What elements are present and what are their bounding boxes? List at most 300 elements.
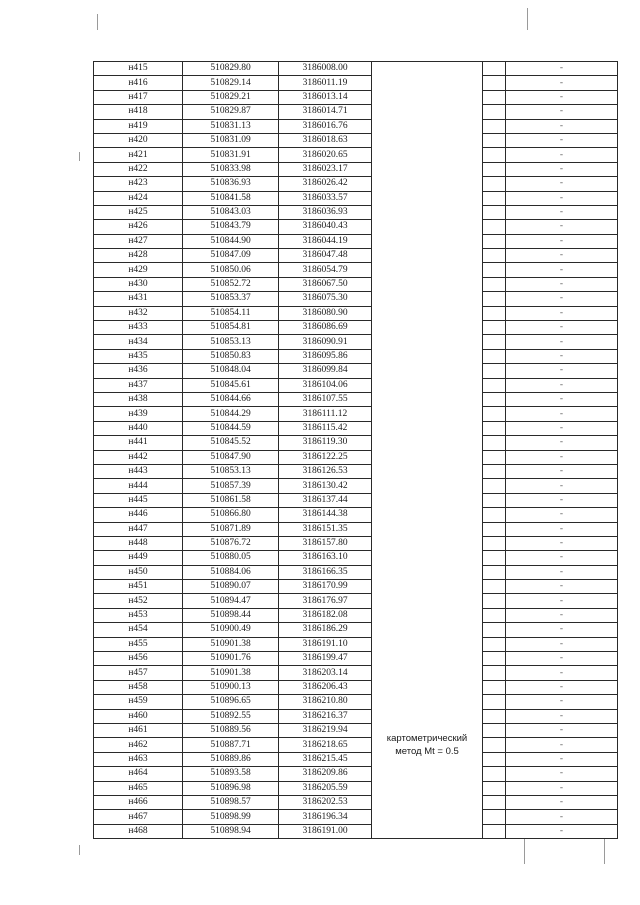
x-coordinate-cell: 510831.91 [183, 148, 279, 162]
note-cell: - [506, 508, 618, 522]
empty-cell [483, 637, 506, 651]
x-coordinate-cell: 510841.58 [183, 191, 279, 205]
table-row [94, 608, 618, 622]
empty-cell [483, 321, 506, 335]
note-cell: - [506, 810, 618, 824]
x-coordinate-cell: 510866.80 [183, 508, 279, 522]
table-row [94, 436, 618, 450]
note-cell: - [506, 162, 618, 176]
y-coordinate-cell: 3186166.35 [279, 565, 372, 579]
point-id-cell: н455 [94, 637, 183, 651]
point-id-cell: н426 [94, 220, 183, 234]
empty-cell [483, 580, 506, 594]
y-coordinate-cell: 3186182.08 [279, 608, 372, 622]
point-id-cell: н453 [94, 608, 183, 622]
empty-cell [483, 479, 506, 493]
table-row [94, 723, 618, 737]
note-cell: - [506, 292, 618, 306]
table-row [94, 205, 618, 219]
x-coordinate-cell: 510829.87 [183, 105, 279, 119]
empty-cell [483, 378, 506, 392]
table-row [94, 795, 618, 809]
y-coordinate-cell: 3186191.00 [279, 824, 372, 838]
x-coordinate-cell: 510843.79 [183, 220, 279, 234]
point-id-cell: н428 [94, 249, 183, 263]
note-cell: - [506, 738, 618, 752]
note-cell: - [506, 450, 618, 464]
empty-cell [483, 781, 506, 795]
table-row [94, 263, 618, 277]
table-row [94, 392, 618, 406]
y-coordinate-cell: 3186044.19 [279, 234, 372, 248]
note-cell: - [506, 76, 618, 90]
scan-mark [97, 14, 98, 30]
empty-cell [483, 738, 506, 752]
table-row [94, 565, 618, 579]
empty-cell [483, 508, 506, 522]
x-coordinate-cell: 510884.06 [183, 565, 279, 579]
note-cell: - [506, 321, 618, 335]
table-row [94, 306, 618, 320]
table-row [94, 321, 618, 335]
scan-mark [604, 838, 605, 864]
table-row [94, 421, 618, 435]
y-coordinate-cell: 3186196.34 [279, 810, 372, 824]
point-id-cell: н415 [94, 62, 183, 76]
table-row [94, 349, 618, 363]
y-coordinate-cell: 3186107.55 [279, 392, 372, 406]
note-cell: - [506, 795, 618, 809]
note-cell: - [506, 608, 618, 622]
table-row [94, 536, 618, 550]
x-coordinate-cell: 510896.65 [183, 695, 279, 709]
table-row [94, 119, 618, 133]
x-coordinate-cell: 510829.80 [183, 62, 279, 76]
point-id-cell: н439 [94, 407, 183, 421]
table-row [94, 62, 618, 76]
point-id-cell: н447 [94, 522, 183, 536]
empty-cell [483, 392, 506, 406]
x-coordinate-cell: 510900.49 [183, 623, 279, 637]
y-coordinate-cell: 3186163.10 [279, 551, 372, 565]
note-cell: - [506, 594, 618, 608]
x-coordinate-cell: 510898.44 [183, 608, 279, 622]
note-cell: - [506, 536, 618, 550]
note-cell: - [506, 205, 618, 219]
x-coordinate-cell: 510871.89 [183, 522, 279, 536]
table-row [94, 623, 618, 637]
point-id-cell: н425 [94, 205, 183, 219]
point-id-cell: н444 [94, 479, 183, 493]
y-coordinate-cell: 3186157.80 [279, 536, 372, 550]
empty-cell [483, 680, 506, 694]
note-cell: - [506, 407, 618, 421]
note-cell: - [506, 551, 618, 565]
y-coordinate-cell: 3186218.65 [279, 738, 372, 752]
empty-cell [483, 723, 506, 737]
point-id-cell: н466 [94, 795, 183, 809]
y-coordinate-cell: 3186016.76 [279, 119, 372, 133]
y-coordinate-cell: 3186054.79 [279, 263, 372, 277]
y-coordinate-cell: 3186014.71 [279, 105, 372, 119]
note-cell: - [506, 752, 618, 766]
table-row [94, 220, 618, 234]
point-id-cell: н416 [94, 76, 183, 90]
point-id-cell: н431 [94, 292, 183, 306]
method-line-2: метод Mt = 0.5 [395, 746, 459, 758]
x-coordinate-cell: 510844.66 [183, 392, 279, 406]
point-id-cell: н427 [94, 234, 183, 248]
point-id-cell: н465 [94, 781, 183, 795]
empty-cell [483, 695, 506, 709]
y-coordinate-cell: 3186119.30 [279, 436, 372, 450]
note-cell: - [506, 680, 618, 694]
table-row [94, 522, 618, 536]
empty-cell [483, 436, 506, 450]
note-cell: - [506, 105, 618, 119]
x-coordinate-cell: 510843.03 [183, 205, 279, 219]
table-row [94, 378, 618, 392]
x-coordinate-cell: 510845.61 [183, 378, 279, 392]
y-coordinate-cell: 3186186.29 [279, 623, 372, 637]
table-row [94, 133, 618, 147]
point-id-cell: н448 [94, 536, 183, 550]
x-coordinate-cell: 510850.06 [183, 263, 279, 277]
note-cell: - [506, 62, 618, 76]
point-id-cell: н450 [94, 565, 183, 579]
point-id-cell: н432 [94, 306, 183, 320]
y-coordinate-cell: 3186115.42 [279, 421, 372, 435]
empty-cell [483, 407, 506, 421]
x-coordinate-cell: 510892.55 [183, 709, 279, 723]
table-row [94, 105, 618, 119]
note-cell: - [506, 695, 618, 709]
note-cell: - [506, 349, 618, 363]
y-coordinate-cell: 3186176.97 [279, 594, 372, 608]
table-row [94, 450, 618, 464]
x-coordinate-cell: 510833.98 [183, 162, 279, 176]
x-coordinate-cell: 510894.47 [183, 594, 279, 608]
point-id-cell: н437 [94, 378, 183, 392]
x-coordinate-cell: 510853.13 [183, 464, 279, 478]
y-coordinate-cell: 3186205.59 [279, 781, 372, 795]
empty-cell [483, 62, 506, 76]
y-coordinate-cell: 3186040.43 [279, 220, 372, 234]
y-coordinate-cell: 3186008.00 [279, 62, 372, 76]
point-id-cell: н435 [94, 349, 183, 363]
note-cell: - [506, 436, 618, 450]
table-row [94, 781, 618, 795]
table-row [94, 234, 618, 248]
x-coordinate-cell: 510880.05 [183, 551, 279, 565]
table-row [94, 407, 618, 421]
note-cell: - [506, 781, 618, 795]
x-coordinate-cell: 510887.71 [183, 738, 279, 752]
point-id-cell: н449 [94, 551, 183, 565]
note-cell: - [506, 723, 618, 737]
table-row [94, 752, 618, 766]
empty-cell [483, 752, 506, 766]
point-id-cell: н419 [94, 119, 183, 133]
table-row [94, 162, 618, 176]
x-coordinate-cell: 510829.21 [183, 90, 279, 104]
note-cell: - [506, 364, 618, 378]
note-cell: - [506, 464, 618, 478]
y-coordinate-cell: 3186137.44 [279, 493, 372, 507]
point-id-cell: н424 [94, 191, 183, 205]
scan-mark [79, 152, 80, 161]
table-row [94, 249, 618, 263]
point-id-cell: н457 [94, 666, 183, 680]
x-coordinate-cell: 510898.94 [183, 824, 279, 838]
table-row [94, 508, 618, 522]
note-cell: - [506, 421, 618, 435]
y-coordinate-cell: 3186202.53 [279, 795, 372, 809]
method-text [372, 142, 482, 758]
x-coordinate-cell: 510854.81 [183, 321, 279, 335]
x-coordinate-cell: 510844.29 [183, 407, 279, 421]
point-id-cell: н454 [94, 623, 183, 637]
x-coordinate-cell: 510898.57 [183, 795, 279, 809]
empty-cell [483, 148, 506, 162]
note-cell: - [506, 767, 618, 781]
y-coordinate-cell: 3186199.47 [279, 652, 372, 666]
method-cell [372, 62, 483, 839]
note-cell: - [506, 637, 618, 651]
table-row [94, 680, 618, 694]
empty-cell [483, 666, 506, 680]
x-coordinate-cell: 510876.72 [183, 536, 279, 550]
note-cell: - [506, 824, 618, 838]
scan-mark [79, 845, 80, 855]
y-coordinate-cell: 3186023.17 [279, 162, 372, 176]
point-id-cell: н452 [94, 594, 183, 608]
note-cell: - [506, 90, 618, 104]
y-coordinate-cell: 3186130.42 [279, 479, 372, 493]
point-id-cell: н467 [94, 810, 183, 824]
point-id-cell: н451 [94, 580, 183, 594]
y-coordinate-cell: 3186170.99 [279, 580, 372, 594]
table-row [94, 637, 618, 651]
point-id-cell: н459 [94, 695, 183, 709]
y-coordinate-cell: 3186011.19 [279, 76, 372, 90]
empty-cell [483, 263, 506, 277]
note-cell: - [506, 234, 618, 248]
table-row [94, 551, 618, 565]
y-coordinate-cell: 3186216.37 [279, 709, 372, 723]
point-id-cell: н417 [94, 90, 183, 104]
y-coordinate-cell: 3186020.65 [279, 148, 372, 162]
table-row [94, 709, 618, 723]
empty-cell [483, 76, 506, 90]
x-coordinate-cell: 510845.52 [183, 436, 279, 450]
y-coordinate-cell: 3186206.43 [279, 680, 372, 694]
x-coordinate-cell: 510853.13 [183, 335, 279, 349]
y-coordinate-cell: 3186215.45 [279, 752, 372, 766]
note-cell: - [506, 133, 618, 147]
x-coordinate-cell: 510848.04 [183, 364, 279, 378]
point-id-cell: н460 [94, 709, 183, 723]
note-cell: - [506, 335, 618, 349]
x-coordinate-cell: 510853.37 [183, 292, 279, 306]
x-coordinate-cell: 510889.86 [183, 752, 279, 766]
point-id-cell: н433 [94, 321, 183, 335]
note-cell: - [506, 220, 618, 234]
point-id-cell: н462 [94, 738, 183, 752]
y-coordinate-cell: 3186013.14 [279, 90, 372, 104]
point-id-cell: н443 [94, 464, 183, 478]
x-coordinate-cell: 510836.93 [183, 177, 279, 191]
table-row [94, 148, 618, 162]
x-coordinate-cell: 510850.83 [183, 349, 279, 363]
y-coordinate-cell: 3186203.14 [279, 666, 372, 680]
point-id-cell: н445 [94, 493, 183, 507]
table-row [94, 464, 618, 478]
y-coordinate-cell: 3186104.06 [279, 378, 372, 392]
empty-cell [483, 234, 506, 248]
note-cell: - [506, 378, 618, 392]
note-cell: - [506, 119, 618, 133]
point-id-cell: н422 [94, 162, 183, 176]
empty-cell [483, 594, 506, 608]
point-id-cell: н458 [94, 680, 183, 694]
table-row [94, 76, 618, 90]
empty-cell [483, 795, 506, 809]
table-row [94, 810, 618, 824]
table-row [94, 767, 618, 781]
note-cell: - [506, 709, 618, 723]
x-coordinate-cell: 510857.39 [183, 479, 279, 493]
point-id-cell: н436 [94, 364, 183, 378]
point-id-cell: н442 [94, 450, 183, 464]
point-id-cell: н434 [94, 335, 183, 349]
empty-cell [483, 364, 506, 378]
empty-cell [483, 335, 506, 349]
x-coordinate-cell: 510844.90 [183, 234, 279, 248]
y-coordinate-cell: 3186219.94 [279, 723, 372, 737]
table-row [94, 824, 618, 838]
note-cell: - [506, 522, 618, 536]
table-row [94, 738, 618, 752]
scan-mark [527, 8, 528, 30]
note-cell: - [506, 565, 618, 579]
empty-cell [483, 421, 506, 435]
y-coordinate-cell: 3186210.80 [279, 695, 372, 709]
table-row [94, 666, 618, 680]
empty-cell [483, 623, 506, 637]
empty-cell [483, 810, 506, 824]
empty-cell [483, 162, 506, 176]
note-cell: - [506, 623, 618, 637]
note-cell: - [506, 177, 618, 191]
table-row [94, 479, 618, 493]
empty-cell [483, 349, 506, 363]
table-row [94, 292, 618, 306]
table-row [94, 364, 618, 378]
empty-cell [483, 105, 506, 119]
note-cell: - [506, 191, 618, 205]
table-row [94, 652, 618, 666]
point-id-cell: н421 [94, 148, 183, 162]
empty-cell [483, 119, 506, 133]
note-cell: - [506, 493, 618, 507]
point-id-cell: н430 [94, 277, 183, 291]
y-coordinate-cell: 3186047.48 [279, 249, 372, 263]
y-coordinate-cell: 3186151.35 [279, 522, 372, 536]
note-cell: - [506, 652, 618, 666]
coordinates-table-body [94, 62, 618, 839]
table-row [94, 695, 618, 709]
empty-cell [483, 177, 506, 191]
y-coordinate-cell: 3186036.93 [279, 205, 372, 219]
x-coordinate-cell: 510890.07 [183, 580, 279, 594]
empty-cell [483, 565, 506, 579]
x-coordinate-cell: 510847.90 [183, 450, 279, 464]
point-id-cell: н418 [94, 105, 183, 119]
x-coordinate-cell: 510847.09 [183, 249, 279, 263]
point-id-cell: н456 [94, 652, 183, 666]
y-coordinate-cell: 3186086.69 [279, 321, 372, 335]
note-cell: - [506, 580, 618, 594]
x-coordinate-cell: 510829.14 [183, 76, 279, 90]
x-coordinate-cell: 510898.99 [183, 810, 279, 824]
empty-cell [483, 90, 506, 104]
point-id-cell: н446 [94, 508, 183, 522]
x-coordinate-cell: 510831.13 [183, 119, 279, 133]
point-id-cell: н461 [94, 723, 183, 737]
empty-cell [483, 709, 506, 723]
table-row [94, 335, 618, 349]
y-coordinate-cell: 3186018.63 [279, 133, 372, 147]
empty-cell [483, 522, 506, 536]
scan-mark [524, 838, 525, 864]
empty-cell [483, 450, 506, 464]
table-row [94, 191, 618, 205]
empty-cell [483, 292, 506, 306]
note-cell: - [506, 392, 618, 406]
point-id-cell: н423 [94, 177, 183, 191]
method-line-1: картометрический [386, 733, 468, 745]
x-coordinate-cell: 510852.72 [183, 277, 279, 291]
x-coordinate-cell: 510889.56 [183, 723, 279, 737]
point-id-cell: н463 [94, 752, 183, 766]
point-id-cell: н429 [94, 263, 183, 277]
note-cell: - [506, 148, 618, 162]
empty-cell [483, 608, 506, 622]
x-coordinate-cell: 510901.38 [183, 637, 279, 651]
y-coordinate-cell: 3186080.90 [279, 306, 372, 320]
y-coordinate-cell: 3186075.30 [279, 292, 372, 306]
x-coordinate-cell: 510901.76 [183, 652, 279, 666]
y-coordinate-cell: 3186144.38 [279, 508, 372, 522]
empty-cell [483, 220, 506, 234]
table-row [94, 580, 618, 594]
empty-cell [483, 205, 506, 219]
empty-cell [483, 191, 506, 205]
y-coordinate-cell: 3186191.10 [279, 637, 372, 651]
x-coordinate-cell: 510896.98 [183, 781, 279, 795]
empty-cell [483, 306, 506, 320]
table-row [94, 90, 618, 104]
empty-cell [483, 536, 506, 550]
x-coordinate-cell: 510893.58 [183, 767, 279, 781]
point-id-cell: н420 [94, 133, 183, 147]
point-id-cell: н438 [94, 392, 183, 406]
empty-cell [483, 133, 506, 147]
empty-cell [483, 767, 506, 781]
note-cell: - [506, 277, 618, 291]
y-coordinate-cell: 3186067.50 [279, 277, 372, 291]
